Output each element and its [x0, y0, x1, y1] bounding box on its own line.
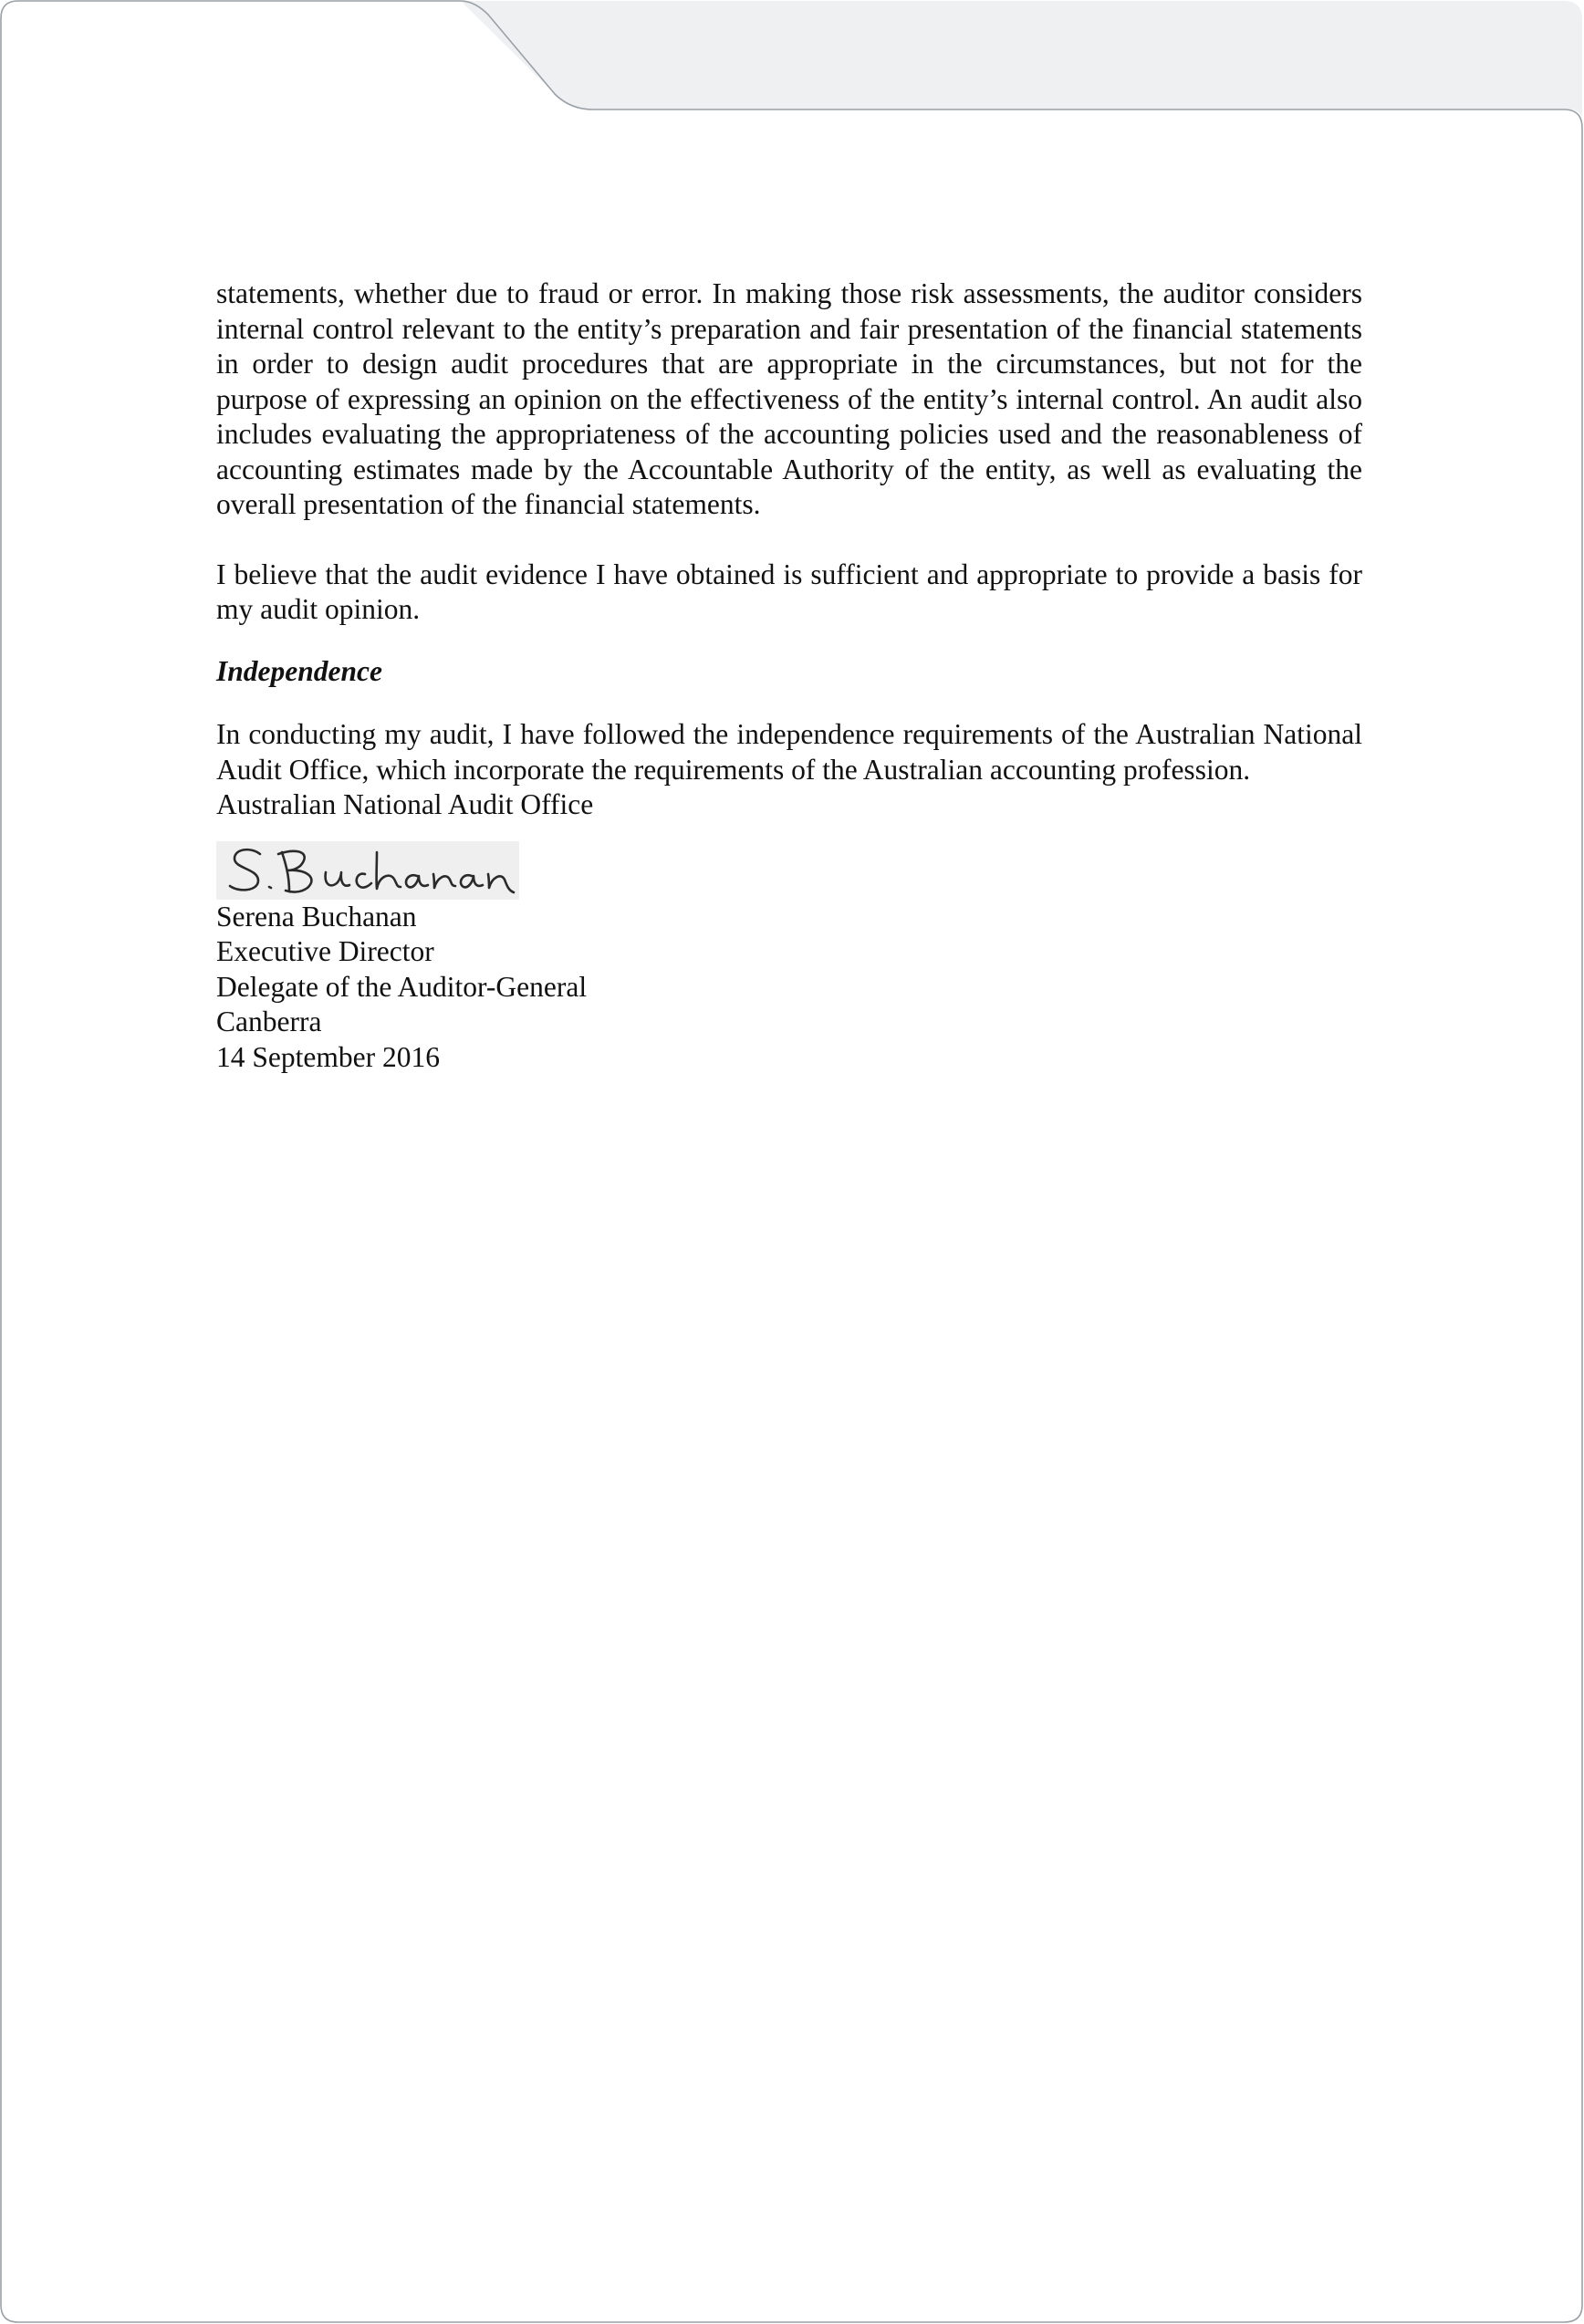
body-paragraph-independence: In conducting my audit, I have followed the independence requirements of the Australian National Audit Office, which incorporate the requirements of the Australian accounting profession. [216, 718, 1362, 786]
section-heading-independence: Independence [216, 654, 382, 687]
document-body [216, 276, 1362, 1075]
body-paragraph-audit-procedures: statements, whether due to fraud or error. In making those risk assessments, the auditor considers internal control relevant to the entity’s preparation and fair presentation of the financial statements in order to design audit procedures that are appropriate in the circumstances, but not for the purpose of expressing an opinion on the effectiveness of the entity’s internal control. An audit also includes evaluating the appropriateness of the accounting policies used and the reasonableness of accounting estimates made by the Accountable Authority of the entity, as well as evaluating the overall presentation of the financial statements. [216, 277, 1362, 520]
signing-date: 14 September 2016 [216, 1040, 440, 1073]
signature-drawing [216, 841, 519, 900]
organisation-name: Australian National Audit Office [216, 788, 594, 820]
signatory-title: Executive Director [216, 935, 434, 967]
delegate-line: Delegate of the Auditor-General [216, 970, 588, 1003]
tab-background [461, 1, 1582, 120]
signing-place: Canberra [216, 1006, 322, 1037]
signatory-name: Serena Buchanan [216, 900, 417, 933]
body-paragraph-audit-evidence: I believe that the audit evidence I have obtained is sufficient and appropriate to provide a basis for my audit opinion. [216, 558, 1362, 625]
signature-image [216, 841, 519, 900]
